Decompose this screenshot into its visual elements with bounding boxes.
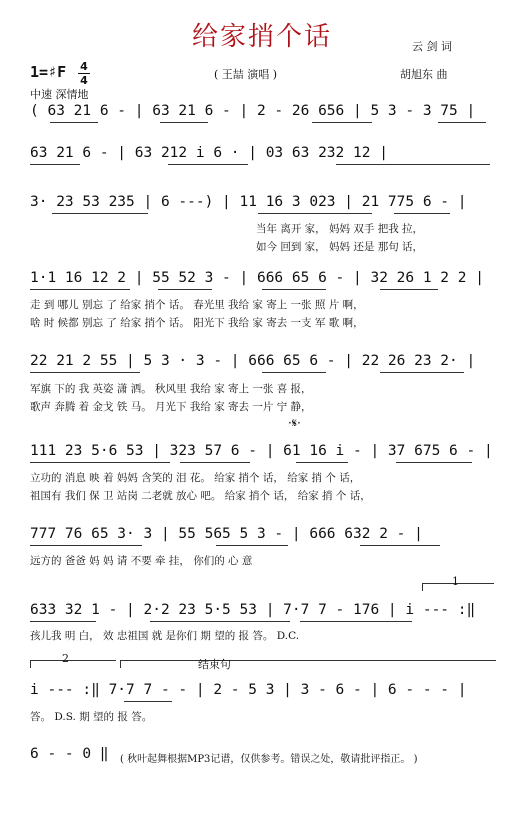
volta-bracket-2-left (30, 660, 31, 668)
lyrics-row-3-verse-1: 当年 离开 家， 妈妈 双手 把我 拉， (256, 223, 424, 235)
beam (438, 122, 486, 123)
beam (296, 462, 348, 463)
lyrics-row-5-verse-1: 军旗 下的 我 英姿 潇 洒。 秋风里 我给 家 寄上 一张 喜 报， (30, 383, 312, 395)
ending-bracket (120, 660, 496, 661)
beam (180, 462, 250, 463)
segno-sign: ·𝄋· (288, 416, 301, 430)
beam (158, 289, 212, 290)
footnote: ( 秋叶起舞根据MP3记谱，仅供参考。错误之处，敬请批评指正。 ) (120, 754, 418, 765)
beam (160, 122, 208, 123)
lyrics-row-5-verse-2: 歌声 奔腾 着 金戈 铁 马。 月光下 我给 家 寄去 一片 宁 静， (30, 401, 312, 413)
lyricist: 云 剑 词 (412, 40, 452, 53)
beam (50, 122, 98, 123)
beam (262, 372, 326, 373)
beam (312, 122, 372, 123)
key-signature: 1=♯F (30, 63, 67, 81)
score-row-6: 111 23 5·6 53 | 323 57 6 - | 61 16 i - | 37 675 6 - | (30, 443, 493, 459)
score-row-7: 777 76 65 3· 3 | 55 565 5 3 - | 666 632 2 - | (30, 526, 423, 542)
score-row-9: i --- :‖ 7·7 7 - - | 2 - 5 3 | 3 - 6 - | 6 - - - | (30, 682, 467, 698)
time-signature-top: 4 (80, 60, 88, 73)
score-row-5: 22 21 2 55 | 5 3 · 3 - | 666 65 6 - | 22 26 23 2· | (30, 353, 476, 369)
volta-bracket-1-left (422, 583, 423, 591)
beam (52, 213, 148, 214)
beam (300, 621, 412, 622)
beam (30, 164, 80, 165)
song-title: 给家捎个话 (191, 22, 332, 52)
time-signature-bottom: 4 (80, 74, 88, 87)
volta-1-number: 1 (452, 575, 459, 588)
tempo-marking: 中速 深情地 (30, 88, 89, 101)
composer: 胡旭东 曲 (400, 68, 448, 81)
score-row-8: 633 32 1 - | 2·2 23 5·5 53 | 7·7 7 - 176 | i --- :‖ (30, 602, 476, 618)
lyrics-row-8: 孩儿我 明 白， 效 忠祖国 就 是你们 期 望的 报 答。 D.C. (30, 630, 300, 642)
performer: ( 王喆 演唱 ) (214, 68, 278, 81)
ending-label: 结束句 (198, 658, 231, 671)
lyrics-row-3-verse-2: 如今 回到 家， 妈妈 还是 那句 话， (256, 241, 424, 253)
beam (396, 462, 472, 463)
beam (258, 213, 372, 214)
beam (336, 164, 490, 165)
volta-bracket-2 (30, 660, 116, 661)
score-row-1: ( 63 21 6 - | 63 21 6 - | 2 - 26 656 | 5 3 - 3 75 | (30, 103, 476, 119)
beam (30, 621, 96, 622)
lyrics-row-9: 答。 D.S. 期 望的 报 答。 (30, 711, 153, 723)
beam (380, 289, 438, 290)
beam (262, 289, 326, 290)
beam (30, 545, 142, 546)
beam (216, 545, 288, 546)
score-row-3: 3· 23 53 235 | 6 ---) | 11 16 3 023 | 21 775 6 - | (30, 194, 467, 210)
lyrics-row-6-verse-1: 立功的 消息 映 着 妈妈 含笑的 泪 花。 给家 捎个 话， 给家 捎 个 话， (30, 472, 361, 484)
score-row-2: 63 21 6 - | 63 212 i 6 · | 03 63 232 12 | (30, 145, 388, 161)
beam (30, 462, 170, 463)
lyrics-row-4-verse-1: 走 到 哪儿 别忘 了 给家 捎个 话。 春光里 我给 家 寄上 一张 照 片 啊， (30, 299, 364, 311)
beam (394, 213, 450, 214)
beam (168, 164, 248, 165)
ending-bracket-left (120, 660, 121, 668)
score-row-10: 6 - - 0 ‖ (30, 746, 109, 762)
lyrics-row-4-verse-2: 啥 时 候都 别忘 了 给家 捎个 话。 阳光下 我给 家 寄去 一支 军 歌 啊， (30, 317, 364, 329)
time-signature (78, 61, 90, 86)
beam (30, 289, 130, 290)
score-row-4: 1·1 16 12 2 | 55 52 3 - | 666 65 6 - | 32 26 1 2 2 | (30, 270, 484, 286)
beam (150, 621, 290, 622)
lyrics-row-6-verse-2: 祖国有 我们 保 卫 站岗 二老就 放心 吧。 给家 捎个 话， 给家 捎 个 话， (30, 490, 371, 502)
beam (124, 701, 172, 702)
lyrics-row-7: 远方的 爸爸 妈 妈 请 不要 牵 挂， 你们的 心 意 (30, 555, 253, 567)
beam (380, 372, 464, 373)
beam (360, 545, 440, 546)
beam (30, 372, 140, 373)
volta-2-number: 2 (62, 652, 69, 665)
